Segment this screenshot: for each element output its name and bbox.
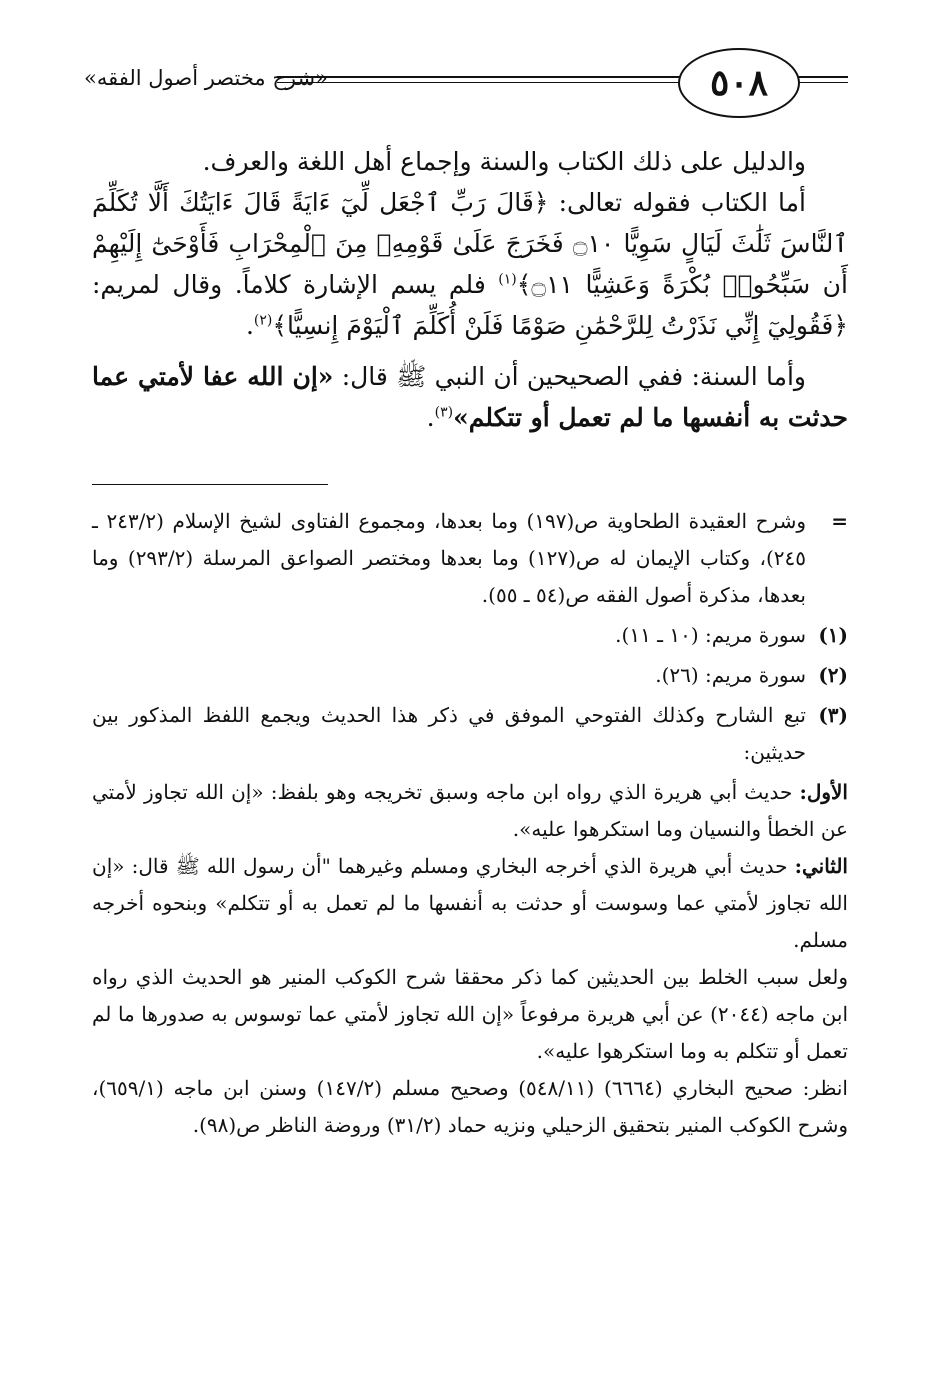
footnote-ref-3[interactable]: (٣) <box>434 404 454 421</box>
footnote-3-second <box>92 848 848 959</box>
footnote-3-intro: تبع الشارح وكذلك الفتوحي الموفق في ذكر هذا الحديث ويجمع اللفظ المذكور بين حديثين: <box>92 703 806 764</box>
header-rule-left <box>277 76 688 83</box>
running-title: «شرح مختصر أصول الفقه» <box>84 66 328 90</box>
sunnah-intro: وأما السنة: ففي الصحيحين أن النبي ﷺ قال: <box>333 362 806 391</box>
main-text <box>92 141 848 438</box>
paragraph-end: . <box>245 311 254 340</box>
paragraph-evidence: والدليل على ذلك الكتاب والسنة وإجماع أهل اللغة والعرف. <box>202 147 806 176</box>
footnote-3-body <box>92 697 806 771</box>
footnote-3-continued <box>92 774 848 1144</box>
paragraph-end: . <box>426 403 435 432</box>
first-label: الأول: <box>799 780 848 804</box>
footnote-2-marker: (٢) <box>818 663 848 687</box>
footnote-ref-2[interactable]: (٢) <box>253 312 273 329</box>
footnote-3-first <box>92 774 848 848</box>
quran-verse-maryam-26: ﴿فَقُولِيٓ إِنِّي نَذَرْتُ لِلرَّحْمَٰنِ صَوْمًا فَلَنْ أُكَلِّمَ ٱلْيَوْمَ إِنسِيًّا﴾ <box>272 311 848 340</box>
page-header <box>84 36 848 141</box>
footnote-1 <box>92 617 848 654</box>
paragraph-quran-evidence <box>92 182 848 346</box>
quran-commentary: فلم يسم الإشارة كلاماً. وقال لمريم: <box>92 270 499 299</box>
footnote-continuation <box>92 503 848 614</box>
footnote-3 <box>92 697 848 771</box>
footnote-2 <box>92 657 848 694</box>
continuation-marker: = <box>831 509 848 533</box>
footnote-2-text: سورة مريم: (٢٦). <box>655 663 806 687</box>
first-text: حديث أبي هريرة الذي رواه ابن ماجه وسبق تخريجه وهو بلفظ: «إن الله تجاوز لأمتي عن الخطأ والنسيان وما استكرهوا عليه». <box>92 780 848 841</box>
footnote-3-sources: انظر: صحيح البخاري (٦٦٦٤) (٥٤٨/١١) وصحيح مسلم (١٤٧/٢) وسنن ابن ماجه (٦٥٩/١)، وشرح الكوكب المنير بتحقيق الزحيلي ونزيه حماد (٣١/٢) وروضة الناظر ص(٩٨). <box>92 1076 848 1137</box>
continuation-text: وشرح العقيدة الطحاوية ص(١٩٧) وما بعدها، ومجموع الفتاوى لشيخ الإسلام (٢٤٣/٢ ـ ٢٤٥)، وكتاب الإيمان له ص(١٢٧) وما بعدها ومختصر الصواعق المرسلة (٢٩٣/٢) وما بعدها، مذكرة أصول الفقه ص(٥٤ ـ ٥٥). <box>92 509 807 607</box>
second-label: الثاني: <box>794 854 848 878</box>
hadith-text: «إن الله عفا لأمتي عما حدثت به أنفسها ما لم تعمل أو تتكلم» <box>92 362 848 432</box>
footnote-3-marker: (٣) <box>818 703 848 727</box>
footnote-3-cause: ولعل سبب الخلط بين الحديثين كما ذكر محققا شرح الكوكب المنير هو الحديث الذي رواه ابن ماجه (٢٠٤٤) عن أبي هريرة مرفوعاً «إن الله تجاوز لأمتي عما توسوس به صدورها ما لم تعمل أو تتكلم به وما استكرهوا عليه». <box>92 965 848 1063</box>
footnote-1-text: سورة مريم: (١٠ ـ ١١). <box>615 623 806 647</box>
footnote-1-marker: (١) <box>818 623 848 647</box>
book-page <box>84 36 848 1336</box>
quran-verse-maryam-10-11: ﴿قَالَ رَبِّ ٱجْعَل لِّيٓ ءَايَةً قَالَ ءَايَتُكَ أَلَّا تُكَلِّمَ ٱلنَّاسَ ثَلَٰثَ لَيَالٍ سَوِيًّا ۝١٠ فَخَرَجَ عَلَىٰ قَوْمِهِۦ مِنَ ٱلْمِحْرَابِ فَأَوْحَىٰٓ إِلَيْهِمْ أَن سَبِّحُوا۟ بُكْرَةً وَعَشِيًّا ۝١١﴾ <box>92 188 848 299</box>
paragraph-sunnah-evidence <box>92 356 848 438</box>
page-number: ٥٠٨ <box>678 48 800 118</box>
quran-intro: أما الكتاب فقوله تعالى: <box>548 188 806 217</box>
footnotes <box>92 503 848 1144</box>
footnote-separator <box>92 484 328 485</box>
second-text: حديث أبي هريرة الذي أخرجه البخاري ومسلم وغيرهما "أن رسول الله ﷺ قال: «إن الله تجاوز لأمتي عما وسوست أو حدثت به أنفسها ما لم تعمل به أو تتكلم» وبنحوه أخرجه مسلم. <box>92 854 848 952</box>
footnote-ref-1[interactable]: (١) <box>498 271 517 288</box>
